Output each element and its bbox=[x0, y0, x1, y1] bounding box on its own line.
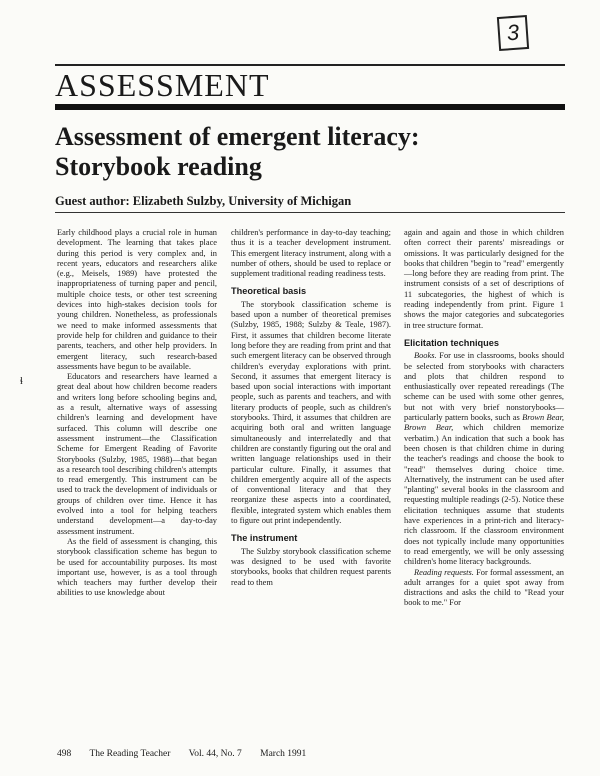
paragraph-text: which children memorize verbatim.) An indication that such a book has been chosen is that children chime in during the teacher's readings and choose the book to "read" themselves during choice time. Alternatively, the instrument can be used after "planting" several books in the classroom and requesting multiple readings (2-5). Notice these elicitation techniques assume that students have experiences in a print-rich and literacy-rich classroom. If the classroom environment does not typically include many opportunities to read emergently, we will be only assessing children's home literacy backgrounds. bbox=[404, 423, 565, 567]
section-top-rule bbox=[55, 64, 565, 66]
article-title-line-1: Assessment of emergent literacy: bbox=[55, 122, 420, 151]
footer-page-number: 498 bbox=[57, 749, 72, 759]
paragraph: children's performance in day-to-day teaching; thus it is a teacher development instrument. This emergent literacy instrument, along with a number of others, should be used to replace or supplement traditional reading readiness tests. bbox=[231, 228, 391, 279]
paragraph bbox=[404, 351, 564, 567]
column-3 bbox=[404, 228, 564, 609]
paragraph: again and again and those in which children often correct their parents' misreadings or omissions. It was particularly designed for the books that children "begin to "read" emergently—long before they are reading from print. The instrument consists of a set of descriptions of 11 subcategories, the highest of which is reading independently from print. Figure 1 shows the major categories and subcategories in tree structure format. bbox=[404, 228, 564, 330]
run-in-heading-books: Books. bbox=[414, 351, 437, 361]
title-rule bbox=[55, 212, 565, 213]
margin-mark: ɬ bbox=[20, 376, 23, 387]
footer-volume: Vol. 44, No. 7 bbox=[188, 749, 242, 759]
footer-date: March 1991 bbox=[260, 749, 307, 759]
section-rule bbox=[55, 104, 565, 110]
author-byline: Guest author: Elizabeth Sulzby, University of Michigan bbox=[55, 194, 352, 208]
run-in-heading-reading-requests: Reading requests. bbox=[414, 567, 474, 577]
subheading-the-instrument: The instrument bbox=[231, 533, 298, 544]
footer-journal: The Reading Teacher bbox=[89, 749, 171, 759]
paragraph: Early childhood plays a crucial role in human development. The learning that takes place during this period is very complex and, in recent years, educators and researchers alike (e.g., Meisels, 1989) have protested the inappropriateness of turning paper and pencil, multiple choice tests, or other test screening devices into high-stakes decision tools for young children. Nonetheless, as professionals we need to make informed assessments that provide help for children and guidance to their parents, teachers, and other help providers. In emergent literacy, such research-based assessments have begun to be available. bbox=[57, 228, 217, 371]
subheading-theoretical-basis: Theoretical basis bbox=[231, 286, 307, 297]
column-2 bbox=[231, 228, 391, 588]
italic-title: Brown Bear, Brown Bear, bbox=[404, 413, 564, 433]
column-1 bbox=[57, 228, 217, 599]
article-title-line-2: Storybook reading bbox=[55, 152, 262, 181]
paragraph-text: For use in classrooms, books should be selected from storybooks with characters and plots that children respond to enthusiastically over repeated rereadings (The scheme can be used with some other genres, but not with very brief nonstorybooks—particularly pattern books, such as bbox=[404, 351, 564, 423]
paragraph bbox=[404, 568, 564, 609]
paragraph: The storybook classification scheme is based upon a number of theoretical premises (Sulzby, 1985, 1988; Sulzby & Teale, 1987). First, it assumes that children become literate long before they are reading from print and that such emergent literacy can be observed through children's everyday explorations with print. Second, it assumes that emergent literacy is based upon social interactions with important people, such as parents and teachers, and with literary products of people, such as children's storybooks. Third, it assumes that children are acquiring both oral and written language simultaneously and interrelatedly and that children are constantly figuring out the oral and written language relationships used in their particular culture. Finally, it assumes that children emergently acquire all of the aspects of conventional literacy and that they reorganize these aspects into a coordinated, flexible, integrated system which enables them to figure out print independently. bbox=[231, 299, 391, 526]
article-title bbox=[55, 122, 555, 182]
paragraph-text: For formal assessment, an adult arranges for a quiet spot away from distractions and asks the child to "Read your book to me." For bbox=[404, 567, 564, 608]
paragraph: Educators and researchers have learned a great deal about how children become readers and writers long before schooling begins and, as a result, alternative ways of assessing children's learning and development have surfaced. This column will describe one assessment instrument—the Classification Scheme for Emergent Reading of Favorite Storybooks (Sulzby, 1985, 1988)—that began as a research tool describing children's attempts to read emergently. This instrument can be used to track the development of individuals or groups of children over time. Hence it has evolved into a tool for helping teachers understand development—a day-to-day assessment instrument. bbox=[57, 372, 217, 536]
paragraph: As the field of assessment is changing, this storybook classification scheme has begun to be used for accountability purposes. Its most important use, however, is as a tool through which teachers may further develop their abilities to use knowledge about bbox=[57, 536, 217, 598]
section-heading: ASSESSMENT bbox=[55, 67, 270, 103]
page-number-box: 3 bbox=[497, 15, 529, 51]
subheading-elicitation-techniques: Elicitation techniques bbox=[404, 337, 499, 348]
page-footer bbox=[57, 749, 457, 759]
paragraph: The Sulzby storybook classification scheme was designed to be used with favorite storybooks, books that children request parents read to them bbox=[231, 546, 391, 587]
